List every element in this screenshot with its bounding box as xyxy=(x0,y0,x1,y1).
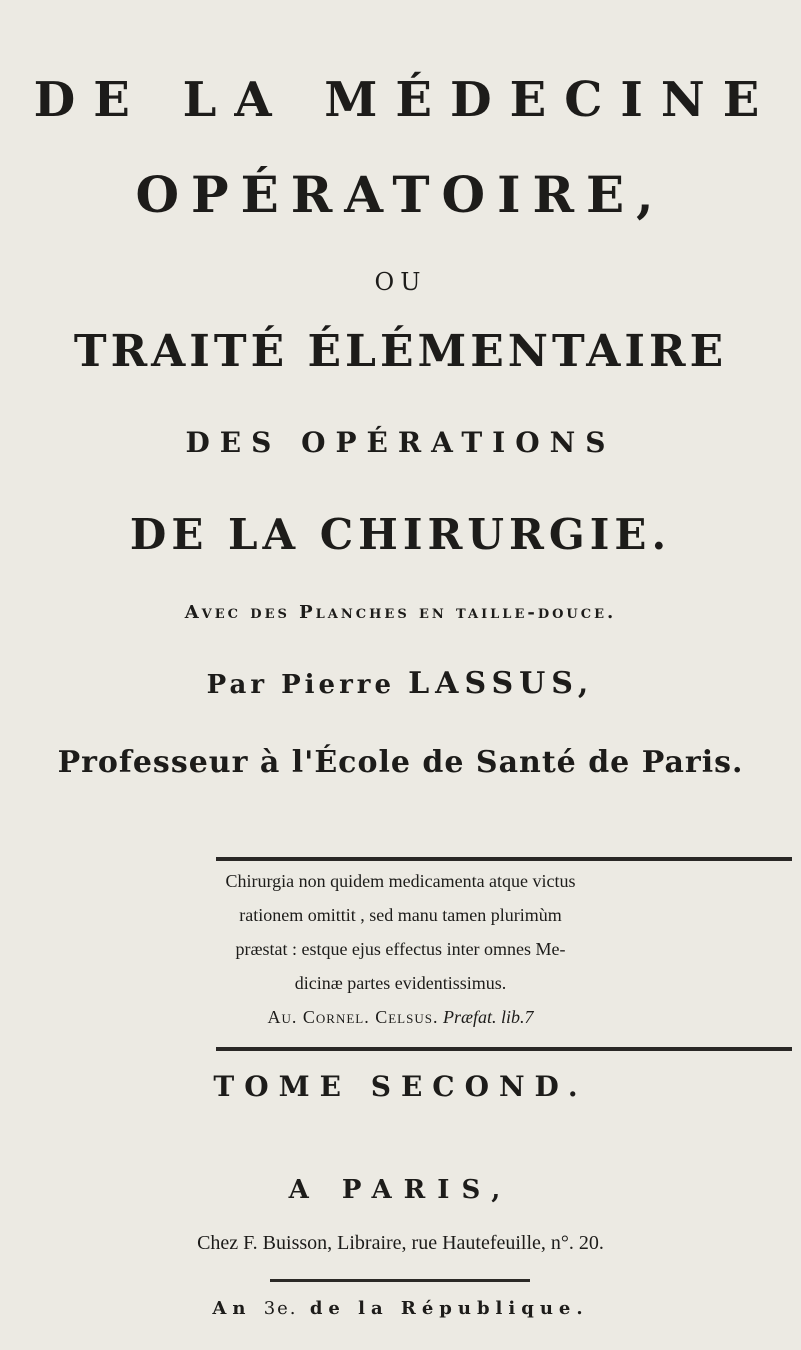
epigraph-attribution: Au. Cornel. Celsus. xyxy=(267,1007,439,1027)
author-name: LASSUS, xyxy=(408,666,595,701)
volume-label: TOME SECOND. xyxy=(213,1070,588,1103)
epigraph-line-2: rationem omittit , sed manu tamen plurimùm xyxy=(239,905,562,925)
title-line-1: DE LA MÉDECINE xyxy=(33,72,778,128)
title-line-2: OPÉRATOIRE, xyxy=(135,165,666,224)
epigraph-line-4: dicinæ partes evidentissimus. xyxy=(294,973,507,993)
imprint-date-suffix: de la République. xyxy=(309,1298,589,1319)
imprint-publisher: Chez F. Buisson, Libraire, rue Hautefeuille, n°. 20. xyxy=(197,1232,604,1254)
imprint-rule xyxy=(270,1279,530,1282)
epigraph-line-1: Chirurgia non quidem medicamenta atque victus xyxy=(225,871,576,891)
imprint-date xyxy=(0,1298,801,1319)
imprint-city: A PARIS, xyxy=(288,1175,513,1205)
epigraph-attribution-line xyxy=(0,1000,801,1034)
imprint-date-year: 3e. xyxy=(263,1298,298,1319)
subtitle-line-2: DES OPÉRATIONS xyxy=(185,426,616,459)
subtitle-line-3: DE LA CHIRURGIE. xyxy=(129,510,672,559)
plates-note: Avec des Planches en taille-douce. xyxy=(184,602,617,623)
epigraph-reference: Præfat. lib.7 xyxy=(442,1007,534,1027)
author-line xyxy=(0,666,801,701)
epigraph-bottom-rule xyxy=(216,1047,792,1051)
epigraph-line-3: præstat : estque ejus effectus inter omnes Me- xyxy=(235,939,566,959)
epigraph-top-rule xyxy=(216,857,792,861)
author-title: Professeur à l'École de Santé de Paris. xyxy=(57,745,744,780)
author-prefix: Par Pierre xyxy=(206,670,396,700)
subtitle-line-1: TRAITÉ ÉLÉMENTAIRE xyxy=(73,326,728,377)
imprint-date-prefix: An xyxy=(212,1298,252,1319)
title-conjunction: OU xyxy=(374,268,427,296)
